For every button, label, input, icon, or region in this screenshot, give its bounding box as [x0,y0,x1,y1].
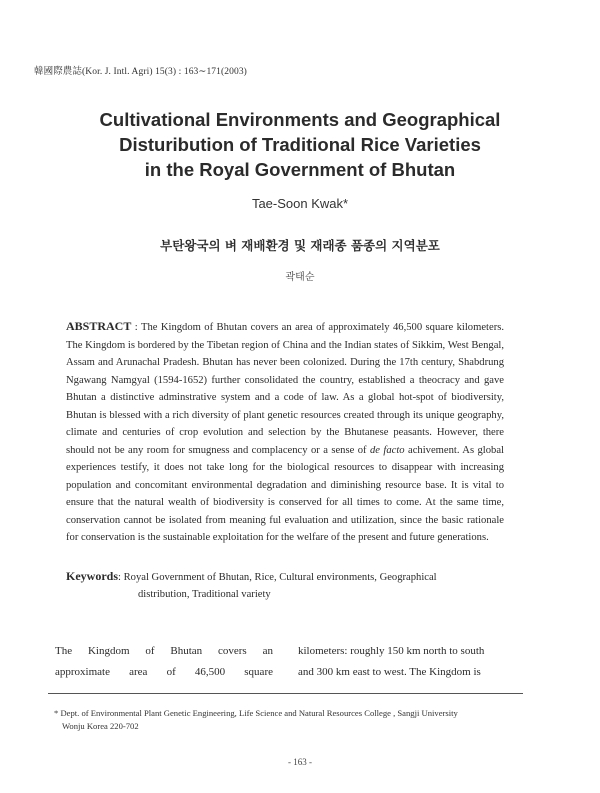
title-line-2: Disturibution of Traditional Rice Varieties [119,134,481,155]
abstract-separator: : [131,322,141,333]
word: of [145,645,155,657]
korean-title: 부탄왕국의 벼 재배환경 및 재래종 품종의 지역분포 [160,238,440,253]
keywords-line-1: Royal Government of Bhutan, Rice, Cultural environments, Geographical [120,572,437,583]
word: an [262,645,273,657]
keywords [66,568,506,603]
word: The [55,645,73,657]
body-left-line-2 [55,662,273,683]
paper-title [40,107,560,182]
abstract [66,318,504,547]
abstract-label: ABSTRACT [66,319,132,333]
body-right-line-1: kilometers: roughly 150 km north to south [298,645,485,657]
word: Bhutan [170,645,203,657]
body-left-line-1 [55,641,273,662]
footnote-line-2: Wonju Korea 220-702 [62,720,139,731]
word: square [244,666,273,678]
page-number: - 163 - [288,757,312,767]
word: area [129,666,148,678]
korean-author: 곽태순 [285,272,315,283]
word: of [166,666,176,678]
abstract-italic-term: de facto [369,444,405,456]
footnote-divider [48,693,523,694]
keywords-line-2: distribution, Traditional variety [138,589,271,600]
title-line-1: Cultivational Environments and Geographical [99,109,501,130]
journal-citation: 韓國際農誌(Kor. J. Intl. Agri) 15(3) : 163∼171(2003) [34,67,247,77]
body-column-right [298,641,520,683]
keywords-separator: : [118,572,121,583]
abstract-text-2: achivement. As global experiences testify, it does not take long for the biological resources to disappear with increasing population and concomitant environmental degradation and diminishing resource base. It is vital to ensure that the natural wealth of biodiversity is conserved for all times to come. At the same time, conservation cannot be isolated from meaning ful evaluation and utilization, since the basic rationale for conservation is the sustainable exploitation for the welfare of the present and future generations. [66,444,504,543]
keywords-label: Keywords [66,569,118,583]
footnote [54,707,534,732]
footnote-line-1: * Dept. of Environmental Plant Genetic Engineering, Life Science and Natural Resources College , Sangji University [54,708,458,718]
body-right-line-2: and 300 km east to west. The Kingdom is [298,666,481,678]
word: Kingdom [87,645,130,657]
word: approximate [55,666,110,678]
author-name: Tae-Soon Kwak* [251,196,349,211]
word: covers [218,645,247,657]
body-column-left [55,641,273,683]
abstract-text-1: The Kingdom of Bhutan covers an area of approximately 46,500 square kilometers. The Kingdom is bordered by the Tibetan region of China and the Indian states of Sikkim, West Bengal, Assam and Arunachal Pradesh. Bhutan has never been colonized. During the 17th century, Shabdrung Ngawang Namgyal (1594-1652) further consolidated the country, established a theocracy and gave Bhutan a distinctive adminstrative system and a code of law. As a global hot-spot of biodiversity, Bhutan is blessed with a rich diversity of plant genetic resources created through its unique geography, climate and centuries of crop evolution and selection by the Bhutanese peasants. However, there should not be any room for smugness and complacency or a sense of [66,322,504,456]
word: 46,500 [194,666,226,678]
title-line-3: in the Royal Government of Bhutan [144,159,456,180]
